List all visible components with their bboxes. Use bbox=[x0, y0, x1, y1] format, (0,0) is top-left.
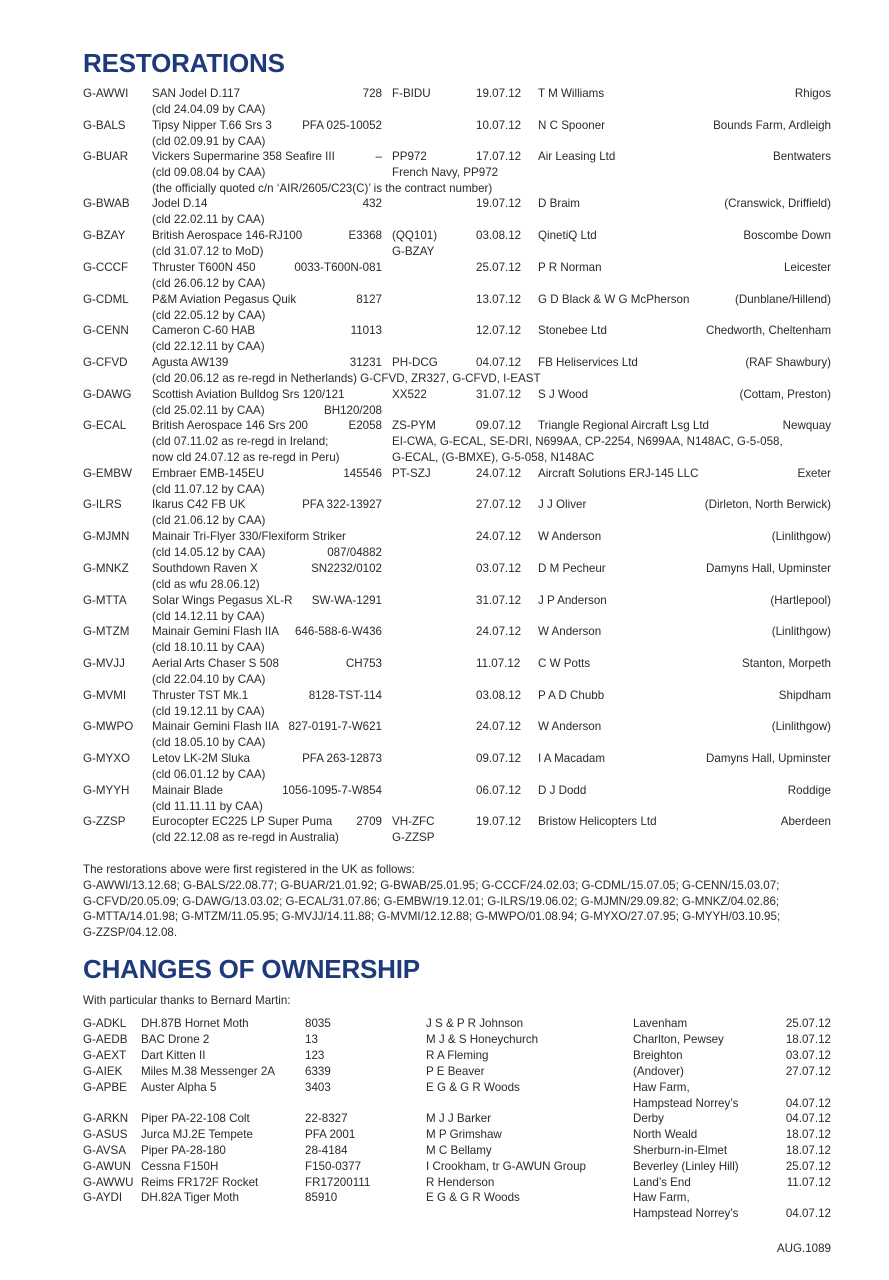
registration-date: 09.07.12 bbox=[476, 419, 522, 432]
owner: I Crookham, tr G-AWUN Group bbox=[426, 1160, 586, 1173]
aircraft-type: Letov LK-2M Sluka bbox=[152, 752, 250, 765]
previous-identity: PP972 bbox=[392, 150, 427, 163]
location: Land’s End bbox=[633, 1176, 691, 1189]
cancellation-note: (cld 14.12.11 by CAA) bbox=[152, 610, 265, 623]
owner: N C Spooner bbox=[538, 119, 606, 132]
registration: G-BZAY bbox=[83, 229, 126, 242]
note-line: G-AWWI/13.12.68; G-BALS/22.08.77; G-BUAR/21.01.92; G-BWAB/25.01.95; G-CCCF/24.02.03; G-CDML/15.07.05; G-CENN/15.03.07; bbox=[83, 878, 780, 892]
construction-number: PFA 2001 bbox=[305, 1128, 356, 1141]
change-date: 18.07.12 bbox=[785, 1128, 831, 1141]
aircraft-type: Tipsy Nipper T.66 Srs 3 bbox=[152, 119, 272, 132]
location: (Linlithgow) bbox=[771, 625, 831, 638]
registration-date: 31.07.12 bbox=[476, 594, 522, 607]
owner: W Anderson bbox=[538, 720, 602, 733]
previous-identity: XX522 bbox=[392, 388, 427, 401]
aircraft-type: BAC Drone 2 bbox=[141, 1033, 210, 1046]
construction-number: 8127 bbox=[356, 293, 382, 306]
location: (Cranswick, Driffield) bbox=[724, 197, 831, 210]
aircraft-type: British Aerospace 146-RJ100 bbox=[152, 229, 303, 242]
registration-date: 25.07.12 bbox=[476, 261, 522, 274]
construction-number: 123 bbox=[305, 1049, 325, 1062]
registration-date: 09.07.12 bbox=[476, 752, 522, 765]
location: Haw Farm, bbox=[633, 1191, 690, 1204]
location: Exeter bbox=[797, 467, 831, 480]
cancellation-note: (cld 22.12.08 as re-regd in Australia) bbox=[152, 831, 339, 844]
cancellation-note: (cld 31.07.12 to MoD) bbox=[152, 245, 264, 258]
aircraft-type: P&M Aviation Pegasus Quik bbox=[152, 293, 297, 306]
location: Lavenham bbox=[633, 1017, 688, 1030]
construction-number: PFA 263-12873 bbox=[302, 752, 382, 765]
registration: G-AWUN bbox=[83, 1160, 131, 1173]
registration: G-AIEK bbox=[83, 1065, 123, 1078]
location: Boscombe Down bbox=[743, 229, 831, 242]
aircraft-type: Mainair Gemini Flash IIA bbox=[152, 625, 279, 638]
location: (Hartlepool) bbox=[770, 594, 831, 607]
construction-number: 827-0191-7-W621 bbox=[288, 720, 382, 733]
owner: P R Norman bbox=[538, 261, 602, 274]
owner: M J & S Honeychurch bbox=[426, 1033, 539, 1046]
owner: J S & P R Johnson bbox=[426, 1017, 524, 1030]
note-line: The restorations above were first registered in the UK as follows: bbox=[83, 863, 415, 876]
owner: R Henderson bbox=[426, 1176, 495, 1189]
owner: M P Grimshaw bbox=[426, 1128, 502, 1141]
construction-number: E2058 bbox=[348, 419, 382, 432]
registration: G-AVSA bbox=[83, 1144, 126, 1157]
registration: G-AEXT bbox=[83, 1049, 127, 1062]
owner: QinetiQ Ltd bbox=[538, 229, 597, 242]
change-date: 18.07.12 bbox=[785, 1033, 831, 1046]
owner: R A Fleming bbox=[426, 1049, 489, 1062]
construction-number: SN2232/0102 bbox=[311, 562, 382, 575]
previous-identity-continued: EI-CWA, G-ECAL, SE-DRI, N699AA, CP-2254, N699AA, N148AC, G-5-058, bbox=[392, 435, 783, 448]
additional-note: (the officially quoted c/n ‘AIR/2605/C23(C)’ is the contract number) bbox=[152, 182, 493, 195]
registration: G-AWWI bbox=[83, 87, 129, 100]
location: (Dunblane/Hillend) bbox=[734, 293, 831, 306]
cancellation-note: (cld 21.06.12 by CAA) bbox=[152, 514, 266, 527]
location: (Dirleton, North Berwick) bbox=[704, 498, 831, 511]
construction-number: 8128-TST-114 bbox=[308, 689, 382, 702]
registration: G-BALS bbox=[83, 119, 126, 132]
owner: W Anderson bbox=[538, 530, 602, 543]
location: (RAF Shawbury) bbox=[745, 356, 831, 369]
cancellation-note: (cld 14.05.12 by CAA) bbox=[152, 546, 266, 559]
construction-number: BH120/208 bbox=[323, 404, 382, 417]
construction-number: 85910 bbox=[305, 1191, 338, 1204]
restorations-heading: RESTORATIONS bbox=[83, 48, 285, 78]
registration-date: 27.07.12 bbox=[476, 498, 522, 511]
aircraft-type: Miles M.38 Messenger 2A bbox=[141, 1065, 276, 1078]
owner: J P Anderson bbox=[538, 594, 607, 607]
registration: G-MVMI bbox=[83, 689, 127, 702]
location: North Weald bbox=[633, 1128, 698, 1141]
construction-number: 8035 bbox=[305, 1017, 331, 1030]
registration: G-ARKN bbox=[83, 1112, 129, 1125]
construction-number: 1056-1095-7-W854 bbox=[282, 784, 382, 797]
registration: G-BUAR bbox=[83, 150, 129, 163]
owner: P E Beaver bbox=[426, 1065, 485, 1078]
change-date: 04.07.12 bbox=[785, 1112, 831, 1125]
change-date: 18.07.12 bbox=[785, 1144, 831, 1157]
aircraft-type: Thruster TST Mk.1 bbox=[152, 689, 249, 702]
cancellation-note: (cld 09.08.04 by CAA) bbox=[152, 166, 266, 179]
construction-number: 646-588-6-W436 bbox=[294, 625, 382, 638]
previous-identity: F-BIDU bbox=[392, 87, 431, 100]
cancellation-note: (cld 26.06.12 by CAA) bbox=[152, 277, 266, 290]
location: Breighton bbox=[633, 1049, 683, 1062]
restorations-note bbox=[83, 862, 823, 941]
registration: G-MNKZ bbox=[83, 562, 129, 575]
location: Damyns Hall, Upminster bbox=[706, 752, 831, 765]
aircraft-type: Dart Kitten II bbox=[141, 1049, 206, 1062]
owner: Bristow Helicopters Ltd bbox=[538, 815, 657, 828]
aircraft-type: British Aerospace 146 Srs 200 bbox=[152, 419, 308, 432]
aircraft-type: Auster Alpha 5 bbox=[141, 1081, 217, 1094]
location: Newquay bbox=[782, 419, 831, 432]
owner: D Braim bbox=[538, 197, 580, 210]
registration: G-MWPO bbox=[83, 720, 134, 733]
aircraft-type: Ikarus C42 FB UK bbox=[152, 498, 246, 511]
registration: G-MTZM bbox=[83, 625, 130, 638]
cancellation-note: (cld 20.06.12 as re-regd in Netherlands) G-CFVD, ZR327, G-CFVD, I-EAST bbox=[152, 372, 541, 385]
note-line: G-ZZSP/04.12.08. bbox=[83, 926, 178, 940]
owner: E G & G R Woods bbox=[426, 1191, 520, 1204]
owner: G D Black & W G McPherson bbox=[538, 293, 690, 306]
construction-number: 13 bbox=[305, 1033, 318, 1046]
aircraft-type: Thruster T600N 450 bbox=[152, 261, 256, 274]
location: Aberdeen bbox=[780, 815, 831, 828]
construction-number: 6339 bbox=[305, 1065, 331, 1078]
location: Roddige bbox=[787, 784, 831, 797]
owner: Air Leasing Ltd bbox=[538, 150, 616, 163]
location: Shipdham bbox=[778, 689, 831, 702]
construction-number: 31231 bbox=[349, 356, 382, 369]
owner: C W Potts bbox=[538, 657, 591, 670]
registration: G-DAWG bbox=[83, 388, 132, 401]
cancellation-note: (cld 22.05.12 by CAA) bbox=[152, 309, 266, 322]
previous-identity-continued: G-ZZSP bbox=[392, 831, 435, 844]
aircraft-type: Reims FR172F Rocket bbox=[141, 1176, 259, 1189]
cancellation-note: (cld 18.10.11 by CAA) bbox=[152, 641, 265, 654]
change-date: 04.07.12 bbox=[785, 1097, 831, 1110]
location-continued: Hampstead Norrey’s bbox=[633, 1207, 739, 1220]
change-date: 03.07.12 bbox=[785, 1049, 831, 1062]
registration-date: 12.07.12 bbox=[476, 324, 522, 337]
registration-date: 06.07.12 bbox=[476, 784, 522, 797]
note-line: G-MTTA/14.01.98; G-MTZM/11.05.95; G-MVJJ/14.11.88; G-MVMI/12.12.88; G-MWPO/01.08.94; G-MYXO/27.07.95; G-MYYH/03.10.95; bbox=[83, 910, 781, 924]
location: (Andover) bbox=[633, 1065, 684, 1078]
aircraft-type: Agusta AW139 bbox=[152, 356, 229, 369]
construction-number: 0033-T600N-081 bbox=[294, 261, 382, 274]
owner: D M Pecheur bbox=[538, 562, 606, 575]
note-line: G-CFVD/20.05.09; G-DAWG/13.03.02; G-ECAL/31.07.86; G-EMBW/19.12.01; G-ILRS/19.06.02; G-MJMN/29.09.82; G-MNKZ/04.02.86; bbox=[83, 894, 780, 908]
registration: G-MTTA bbox=[83, 594, 127, 607]
owner: J J Oliver bbox=[538, 498, 587, 511]
aircraft-type: Mainair Gemini Flash IIA bbox=[152, 720, 279, 733]
change-date: 25.07.12 bbox=[785, 1160, 831, 1173]
owner: M C Bellamy bbox=[426, 1144, 492, 1157]
registration-date: 19.07.12 bbox=[476, 815, 522, 828]
registration: G-ILRS bbox=[83, 498, 122, 511]
aircraft-type: Scottish Aviation Bulldog Srs 120/121 bbox=[152, 388, 345, 401]
cancellation-note: (cld 24.04.09 by CAA) bbox=[152, 103, 266, 116]
previous-identity-continued: G-BZAY bbox=[392, 245, 435, 258]
location: Damyns Hall, Upminster bbox=[706, 562, 831, 575]
cancellation-note: (cld 11.11.11 by CAA) bbox=[152, 800, 263, 813]
construction-number: SW-WA-1291 bbox=[311, 594, 382, 607]
registration: G-ZZSP bbox=[83, 815, 126, 828]
registration-date: 24.07.12 bbox=[476, 720, 522, 733]
location-continued: Hampstead Norrey’s bbox=[633, 1097, 739, 1110]
owner: M J J Barker bbox=[426, 1112, 492, 1125]
aircraft-type: Cessna F150H bbox=[141, 1160, 219, 1173]
location: Bounds Farm, Ardleigh bbox=[713, 119, 831, 132]
construction-number: 432 bbox=[362, 197, 382, 210]
registration: G-AEDB bbox=[83, 1033, 128, 1046]
registration: G-CFVD bbox=[83, 356, 128, 369]
registration: G-CDML bbox=[83, 293, 129, 306]
location: Leicester bbox=[783, 261, 831, 274]
aircraft-type: Mainair Blade bbox=[152, 784, 223, 797]
aircraft-type: Embraer EMB-145EU bbox=[152, 467, 265, 480]
aircraft-type: DH.87B Hornet Moth bbox=[141, 1017, 249, 1030]
registration-date: 24.07.12 bbox=[476, 530, 522, 543]
owner: Stonebee Ltd bbox=[538, 324, 607, 337]
registration: G-ASUS bbox=[83, 1128, 128, 1141]
page-number: AUG.1089 bbox=[776, 1242, 831, 1255]
construction-number: 2709 bbox=[356, 815, 382, 828]
cancellation-note-continued: now cld 24.07.12 as re-regd in Peru) bbox=[152, 451, 340, 464]
registration: G-APBE bbox=[83, 1081, 127, 1094]
owner: E G & G R Woods bbox=[426, 1081, 520, 1094]
aircraft-type: Vickers Supermarine 358 Seafire III bbox=[152, 150, 335, 163]
registration: G-CCCF bbox=[83, 261, 129, 274]
aircraft-type: Jurca MJ.2E Tempete bbox=[141, 1128, 253, 1141]
aircraft-type: Aerial Arts Chaser S 508 bbox=[152, 657, 279, 670]
registration-date: 24.07.12 bbox=[476, 467, 522, 480]
cancellation-note: (cld 07.11.02 as re-regd in Ireland; bbox=[152, 435, 329, 448]
aircraft-type: Cameron C-60 HAB bbox=[152, 324, 256, 337]
registration-date: 19.07.12 bbox=[476, 87, 522, 100]
cancellation-note: (cld 22.12.11 by CAA) bbox=[152, 340, 265, 353]
registration-date: 03.07.12 bbox=[476, 562, 522, 575]
aircraft-type: Jodel D.14 bbox=[152, 197, 208, 210]
aircraft-type: Mainair Tri-Flyer 330/Flexiform Striker bbox=[152, 530, 346, 543]
registration-date: 19.07.12 bbox=[476, 197, 522, 210]
previous-identity: PT-SZJ bbox=[392, 467, 431, 480]
change-date: 11.07.12 bbox=[786, 1176, 831, 1189]
registration: G-AWWU bbox=[83, 1176, 134, 1189]
previous-identity: ZS-PYM bbox=[392, 419, 436, 432]
aircraft-type: Southdown Raven X bbox=[152, 562, 258, 575]
registration-date: 17.07.12 bbox=[476, 150, 522, 163]
registration: G-EMBW bbox=[83, 467, 132, 480]
construction-number: – bbox=[375, 150, 382, 163]
registration: G-MYYH bbox=[83, 784, 130, 797]
owner: T M Williams bbox=[538, 87, 605, 100]
location: Derby bbox=[633, 1112, 664, 1125]
owner: W Anderson bbox=[538, 625, 602, 638]
acknowledgement: With particular thanks to Bernard Martin: bbox=[83, 994, 291, 1007]
construction-number: PFA 025-10052 bbox=[302, 119, 382, 132]
registration: G-CENN bbox=[83, 324, 129, 337]
registration-date: 10.07.12 bbox=[476, 119, 522, 132]
construction-number: F150-0377 bbox=[305, 1160, 362, 1173]
location: Bentwaters bbox=[773, 150, 831, 163]
registration: G-BWAB bbox=[83, 197, 130, 210]
registration-date: 03.08.12 bbox=[476, 689, 522, 702]
owner: I A Macadam bbox=[538, 752, 606, 765]
construction-number: CH753 bbox=[345, 657, 382, 670]
registration-date: 11.07.12 bbox=[476, 657, 521, 670]
owner: Triangle Regional Aircraft Lsg Ltd bbox=[538, 419, 709, 432]
location: (Cottam, Preston) bbox=[739, 388, 831, 401]
construction-number: 728 bbox=[362, 87, 382, 100]
cancellation-note: (cld 22.04.10 by CAA) bbox=[152, 673, 266, 686]
location: Sherburn-in-Elmet bbox=[633, 1144, 728, 1157]
construction-number: FR17200111 bbox=[305, 1176, 371, 1189]
cancellation-note: (cld 11.07.12 by CAA) bbox=[152, 483, 265, 496]
aircraft-type: Eurocopter EC225 LP Super Puma bbox=[152, 815, 333, 828]
owner: S J Wood bbox=[538, 388, 589, 401]
registration-date: 24.07.12 bbox=[476, 625, 522, 638]
cancellation-note: (cld 18.05.10 by CAA) bbox=[152, 736, 266, 749]
location: Stanton, Morpeth bbox=[742, 657, 831, 670]
aircraft-type: SAN Jodel D.117 bbox=[152, 87, 241, 100]
cancellation-note: (cld 02.09.91 by CAA) bbox=[152, 135, 266, 148]
registration: G-MJMN bbox=[83, 530, 130, 543]
registration: G-MYXO bbox=[83, 752, 131, 765]
location: Charlton, Pewsey bbox=[633, 1033, 724, 1046]
construction-number: 145546 bbox=[343, 467, 382, 480]
owner: Aircraft Solutions ERJ-145 LLC bbox=[538, 467, 699, 480]
construction-number: 087/04882 bbox=[327, 546, 382, 559]
location: (Linlithgow) bbox=[771, 720, 831, 733]
location: Rhigos bbox=[794, 87, 831, 100]
construction-number: E3368 bbox=[348, 229, 382, 242]
construction-number: 22-8327 bbox=[305, 1112, 348, 1125]
previous-identity-continued: French Navy, PP972 bbox=[392, 166, 499, 179]
registration: G-AYDI bbox=[83, 1191, 123, 1204]
changes-of-ownership-heading: CHANGES OF OWNERSHIP bbox=[83, 954, 420, 984]
previous-identity-continued: G-ECAL, (G-BMXE), G-5-058, N148AC bbox=[392, 451, 595, 464]
previous-identity: PH-DCG bbox=[392, 356, 438, 369]
registration-date: 31.07.12 bbox=[476, 388, 522, 401]
previous-identity: (QQ101) bbox=[392, 229, 438, 242]
location: (Linlithgow) bbox=[771, 530, 831, 543]
owner: D J Dodd bbox=[538, 784, 587, 797]
cancellation-note: (cld 06.01.12 by CAA) bbox=[152, 768, 266, 781]
registration: G-MVJJ bbox=[83, 657, 125, 670]
registration: G-ECAL bbox=[83, 419, 127, 432]
owner: P A D Chubb bbox=[538, 689, 605, 702]
cancellation-note: (cld 22.02.11 by CAA) bbox=[152, 213, 265, 226]
cancellation-note: (cld as wfu 28.06.12) bbox=[152, 578, 260, 591]
registration: G-ADKL bbox=[83, 1017, 127, 1030]
aircraft-type: Solar Wings Pegasus XL-R bbox=[152, 594, 293, 607]
cancellation-note: (cld 19.12.11 by CAA) bbox=[152, 705, 265, 718]
registration-date: 03.08.12 bbox=[476, 229, 522, 242]
construction-number: PFA 322-13927 bbox=[302, 498, 382, 511]
location: Chedworth, Cheltenham bbox=[705, 324, 831, 337]
aircraft-type: Piper PA-28-180 bbox=[141, 1144, 226, 1157]
aircraft-type: DH.82A Tiger Moth bbox=[141, 1191, 239, 1204]
construction-number: 11013 bbox=[350, 324, 382, 337]
location: Haw Farm, bbox=[633, 1081, 690, 1094]
construction-number: 3403 bbox=[305, 1081, 331, 1094]
construction-number: 28-4184 bbox=[305, 1144, 348, 1157]
registration-date: 04.07.12 bbox=[476, 356, 522, 369]
registration-date: 13.07.12 bbox=[476, 293, 522, 306]
aircraft-type: Piper PA-22-108 Colt bbox=[141, 1112, 250, 1125]
change-date: 04.07.12 bbox=[785, 1207, 831, 1220]
previous-identity: VH-ZFC bbox=[392, 815, 435, 828]
cancellation-note: (cld 25.02.11 by CAA) bbox=[152, 404, 265, 417]
location: Beverley (Linley Hill) bbox=[633, 1160, 739, 1173]
change-date: 25.07.12 bbox=[785, 1017, 831, 1030]
change-date: 27.07.12 bbox=[785, 1065, 831, 1078]
owner: FB Heliservices Ltd bbox=[538, 356, 638, 369]
